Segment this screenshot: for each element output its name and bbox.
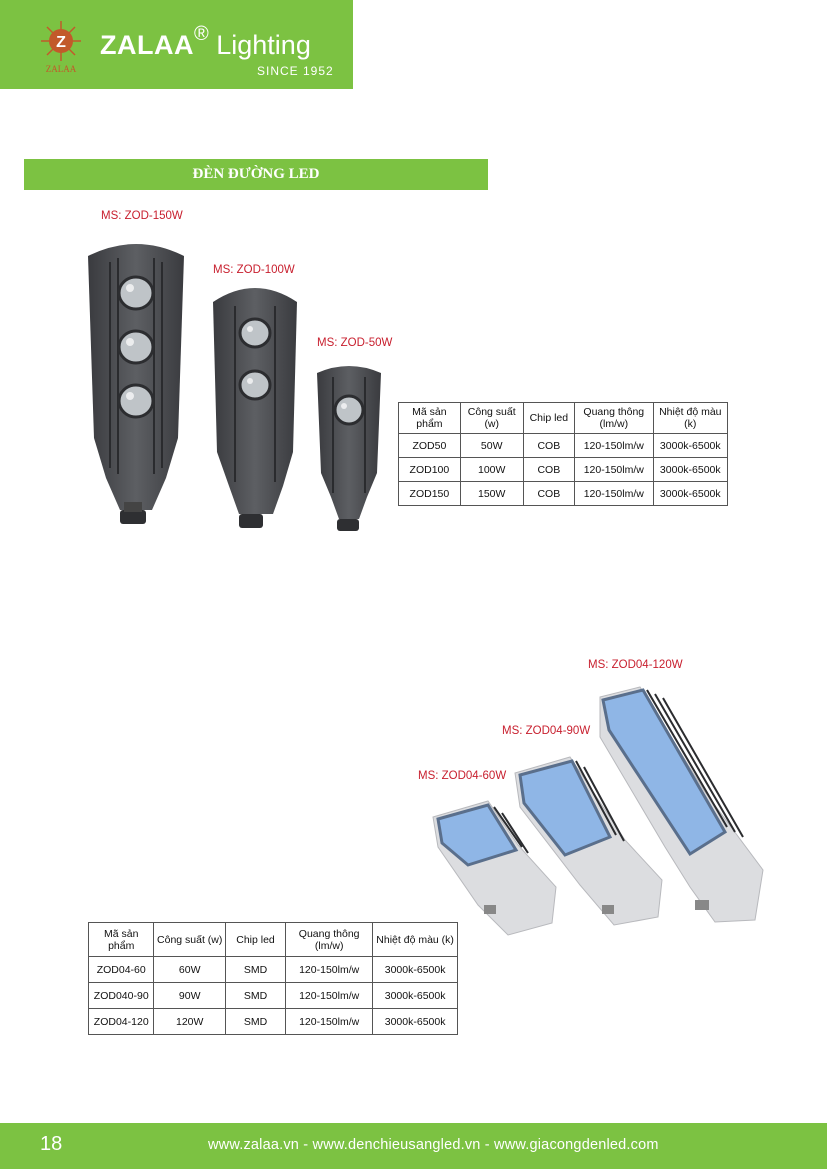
cell-power: 150W (460, 482, 523, 506)
cell-color-temp: 3000k-6500k (653, 458, 727, 482)
brand-zalaa: ZALAA (100, 30, 194, 60)
registered-mark: ® (193, 23, 209, 45)
product-image-zod-150w (80, 238, 192, 538)
label-zod04-120w: MS: ZOD04-120W (588, 659, 683, 671)
label-zod-50w: MS: ZOD-50W (317, 337, 393, 349)
cell-lumen: 120-150lm/w (575, 482, 654, 506)
section-title: ĐÈN ĐƯỜNG LED (24, 159, 488, 190)
cell-lumen: 120-150lm/w (286, 983, 373, 1009)
footer-websites: www.zalaa.vn - www.denchieusangled.vn - www.giacongdenled.com (208, 1137, 659, 1153)
logo-wordmark: ZALAA (45, 64, 77, 74)
cell-color-temp: 3000k-6500k (653, 434, 727, 458)
spec-table-group-1 (398, 402, 728, 506)
cell-chip: COB (523, 434, 574, 458)
label-zod-150w: MS: ZOD-150W (101, 210, 183, 222)
cell-color-temp: 3000k-6500k (373, 957, 458, 983)
footer-bar (0, 1123, 827, 1169)
table-header-row (399, 403, 728, 434)
spec-table-group-2 (88, 922, 458, 1035)
cell-chip: COB (523, 458, 574, 482)
table-header-row (89, 923, 458, 957)
table-row (399, 434, 728, 458)
cell-chip: SMD (225, 983, 285, 1009)
cell-code: ZOD50 (399, 434, 461, 458)
table-row (89, 1009, 458, 1035)
cell-chip: SMD (225, 957, 285, 983)
table-row (399, 458, 728, 482)
cell-chip: SMD (225, 1009, 285, 1035)
brand-lighting: Lighting (216, 30, 311, 60)
header-product-code: Mã sản phẩm (399, 403, 461, 434)
table-row (89, 957, 458, 983)
header-power: Công suất (w) (154, 923, 226, 957)
header-lumen: Quang thông (lm/w) (575, 403, 654, 434)
product-image-zod-50w (313, 363, 385, 540)
since-text: SINCE 1952 (257, 64, 334, 78)
header-power: Công suất (w) (460, 403, 523, 434)
logo-letter: Z (56, 34, 66, 51)
header-lumen: Quang thông (lm/w) (286, 923, 373, 957)
label-zod04-60w: MS: ZOD04-60W (418, 770, 507, 782)
cell-chip: COB (523, 482, 574, 506)
cell-lumen: 120-150lm/w (286, 1009, 373, 1035)
cell-code: ZOD100 (399, 458, 461, 482)
cell-power: 90W (154, 983, 226, 1009)
cell-lumen: 120-150lm/w (575, 434, 654, 458)
header-chip: Chip led (225, 923, 285, 957)
cell-lumen: 120-150lm/w (286, 957, 373, 983)
header-chip: Chip led (523, 403, 574, 434)
brand-name (100, 23, 311, 61)
cell-lumen: 120-150lm/w (575, 458, 654, 482)
page-number: 18 (40, 1133, 63, 1155)
cell-code: ZOD04-120 (89, 1009, 154, 1035)
product-image-zod-100w (209, 282, 301, 537)
cell-power: 50W (460, 434, 523, 458)
table-row (89, 983, 458, 1009)
header-product-code: Mã sản phẩm (89, 923, 154, 957)
cell-power: 60W (154, 957, 226, 983)
cell-color-temp: 3000k-6500k (373, 983, 458, 1009)
table-row (399, 482, 728, 506)
cell-power: 120W (154, 1009, 226, 1035)
zalaa-logo (36, 18, 86, 76)
header-banner (0, 0, 353, 89)
header-color-temp: Nhiệt độ màu (k) (373, 923, 458, 957)
label-zod-100w: MS: ZOD-100W (213, 264, 295, 276)
cell-code: ZOD04-60 (89, 957, 154, 983)
label-zod04-90w: MS: ZOD04-90W (502, 725, 591, 737)
header-color-temp: Nhiệt độ màu (k) (653, 403, 727, 434)
cell-color-temp: 3000k-6500k (653, 482, 727, 506)
cell-power: 100W (460, 458, 523, 482)
cell-code: ZOD040-90 (89, 983, 154, 1009)
cell-code: ZOD150 (399, 482, 461, 506)
cell-color-temp: 3000k-6500k (373, 1009, 458, 1035)
